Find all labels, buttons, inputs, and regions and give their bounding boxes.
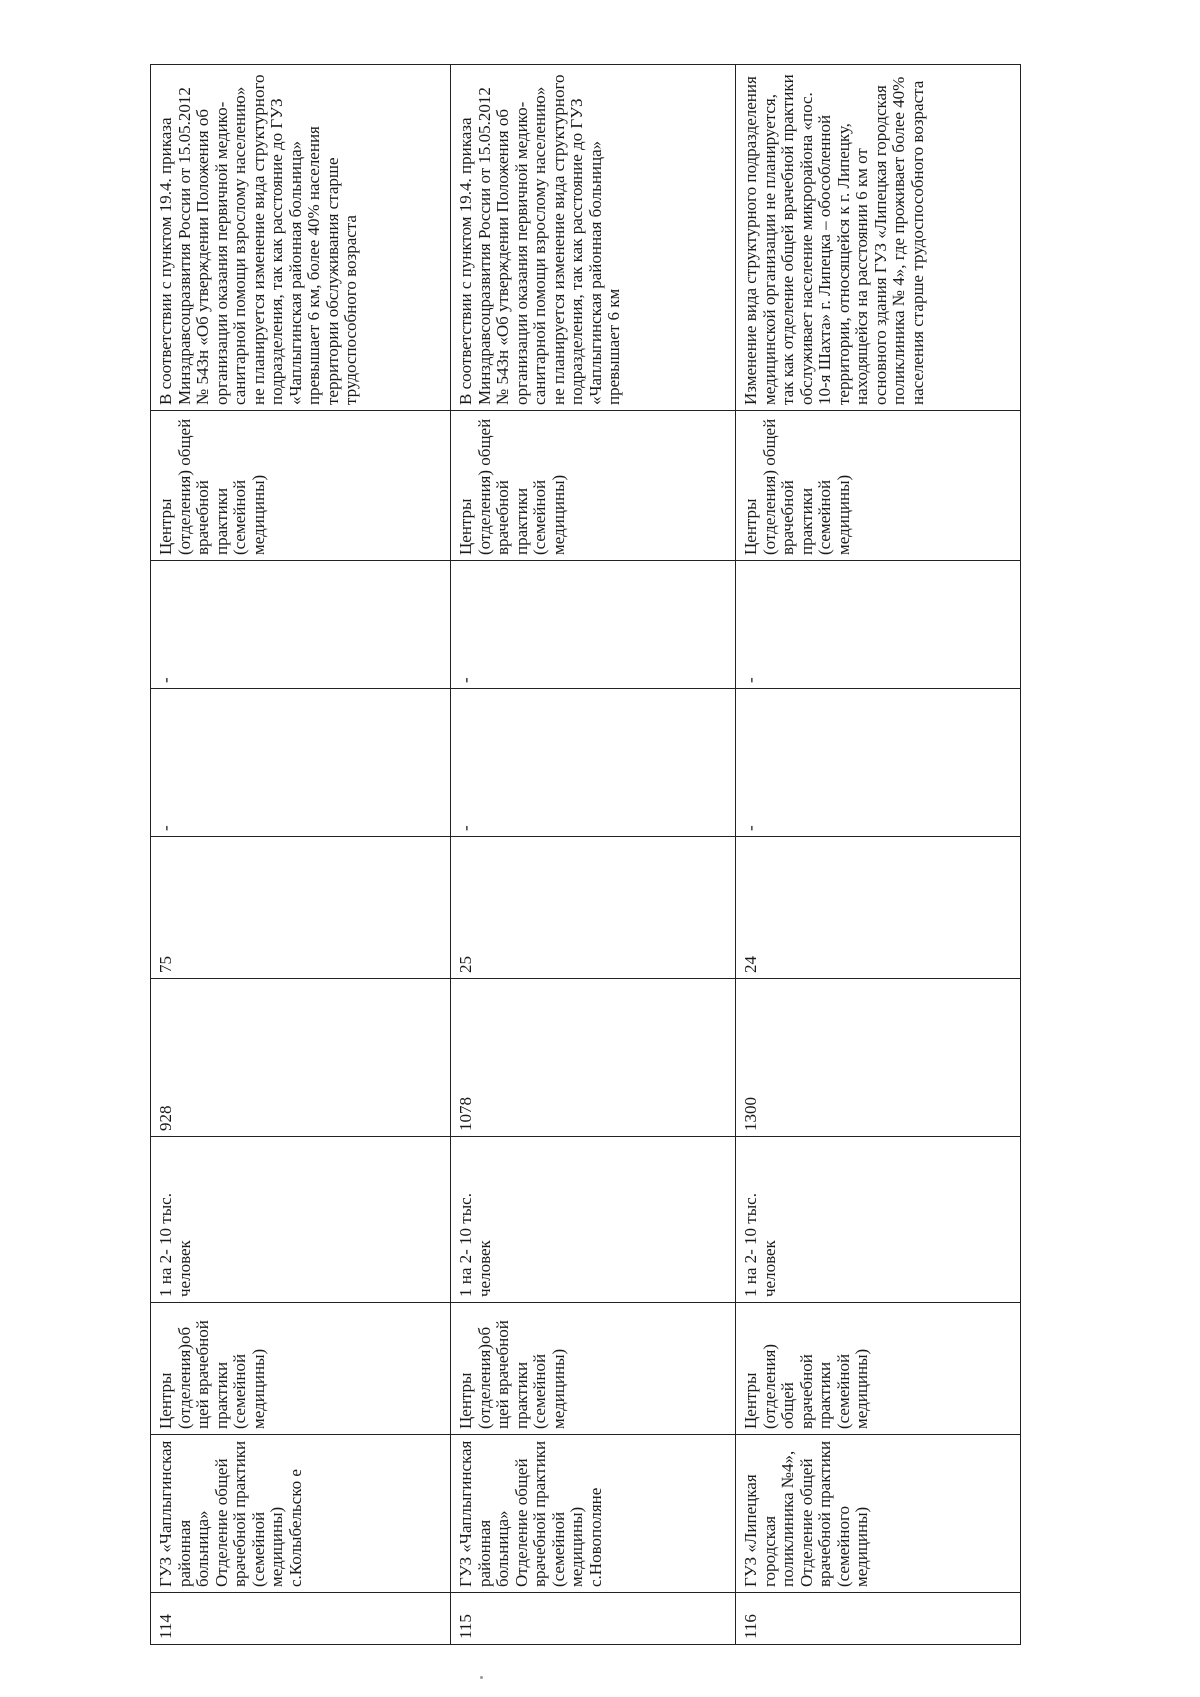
note-cell: В соответствии с пунктом 19.4. приказа Минздравсоцразвития России от 15.05.2012 № 543н «Об утверждении Положения об организации оказания первичной медико-санитарной помощи взрослому населению» не планируется изменение вида структурного подразделения, так как расстояние до ГУЗ «Чаплыгинская районная больница» превышает 6 км, более 40% населения территории обслуживания старше трудоспособного возраста bbox=[151, 65, 451, 411]
dash-cell: - bbox=[736, 689, 1021, 837]
health-facilities-table bbox=[150, 64, 1021, 1645]
norm-cell: 1 на 2- 10 тыс. человек bbox=[151, 1137, 451, 1303]
scan-speck bbox=[480, 1676, 483, 1679]
dash-cell: - bbox=[151, 689, 451, 837]
population-cell: 1300 bbox=[736, 979, 1021, 1137]
dash-cell: - bbox=[451, 689, 736, 837]
target-unit-cell: Центры (отделения) общей врачебной практики (семейной медицины) bbox=[451, 411, 736, 561]
organization-cell: ГУЗ «Чаплыгинская районная больница» Отделение общей врачебной практики (семейной медицины) с.Колыбельско е bbox=[151, 1435, 451, 1593]
row-number: 115 bbox=[451, 1593, 736, 1645]
unit-type-cell: Центры (отделения)об щей врачебной практики (семейной медицины) bbox=[451, 1303, 736, 1435]
unit-type-cell: Центры (отделения)об щей врачебной практики (семейной медицины) bbox=[151, 1303, 451, 1435]
unit-type-cell: Центры (отделения) общей врачебной практики (семейной медицины) bbox=[736, 1303, 1021, 1435]
dash-cell: - bbox=[451, 561, 736, 689]
row-number: 114 bbox=[151, 1593, 451, 1645]
population-cell: 928 bbox=[151, 979, 451, 1137]
value-cell: 25 bbox=[451, 837, 736, 979]
target-unit-cell: Центры (отделения) общей врачебной практики (семейной медицины) bbox=[151, 411, 451, 561]
target-unit-cell: Центры (отделения) общей врачебной практики (семейной медицины) bbox=[736, 411, 1021, 561]
norm-cell: 1 на 2- 10 тыс. человек bbox=[451, 1137, 736, 1303]
value-cell: 24 bbox=[736, 837, 1021, 979]
value-cell: 75 bbox=[151, 837, 451, 979]
dash-cell: - bbox=[736, 561, 1021, 689]
norm-cell: 1 на 2- 10 тыс. человек bbox=[736, 1137, 1021, 1303]
dash-cell: - bbox=[151, 561, 451, 689]
organization-cell: ГУЗ «Липецкая городская поликлиника №4», Отделение общей врачебной практики (семейного медицины) bbox=[736, 1435, 1021, 1593]
organization-cell: ГУЗ «Чаплыгинская районная больница» Отделение общей врачебной практики (семейной медицины) с.Новополяне bbox=[451, 1435, 736, 1593]
table-row bbox=[736, 65, 1021, 1645]
row-number: 116 bbox=[736, 1593, 1021, 1645]
table-row bbox=[151, 65, 451, 1645]
note-cell: В соответствии с пунктом 19.4. приказа Минздравсоцразвития России от 15.05.2012 № 543н «Об утверждении Положения об организации оказания первичной медико-санитарной помощи взрослому населению» не планируется изменение вида структурного подразделения, так как расстояние до ГУЗ «Чаплыгинская районная больница» превышает 6 км bbox=[451, 65, 736, 411]
table-row bbox=[451, 65, 736, 1645]
note-cell: Изменение вида структурного подразделения медицинской организации не планируется, так как отделение общей врачебной практики обслуживает население микрорайона «пос. 10-я Шахта» г. Липецка – обособленной территории, относящейся к г. Липецку, находящейся на расстоянии 6 км от основного здания ГУЗ «Липецкая городская поликлиника № 4», где проживает более 40% населения старше трудоспособного возраста bbox=[736, 65, 1021, 411]
population-cell: 1078 bbox=[451, 979, 736, 1137]
